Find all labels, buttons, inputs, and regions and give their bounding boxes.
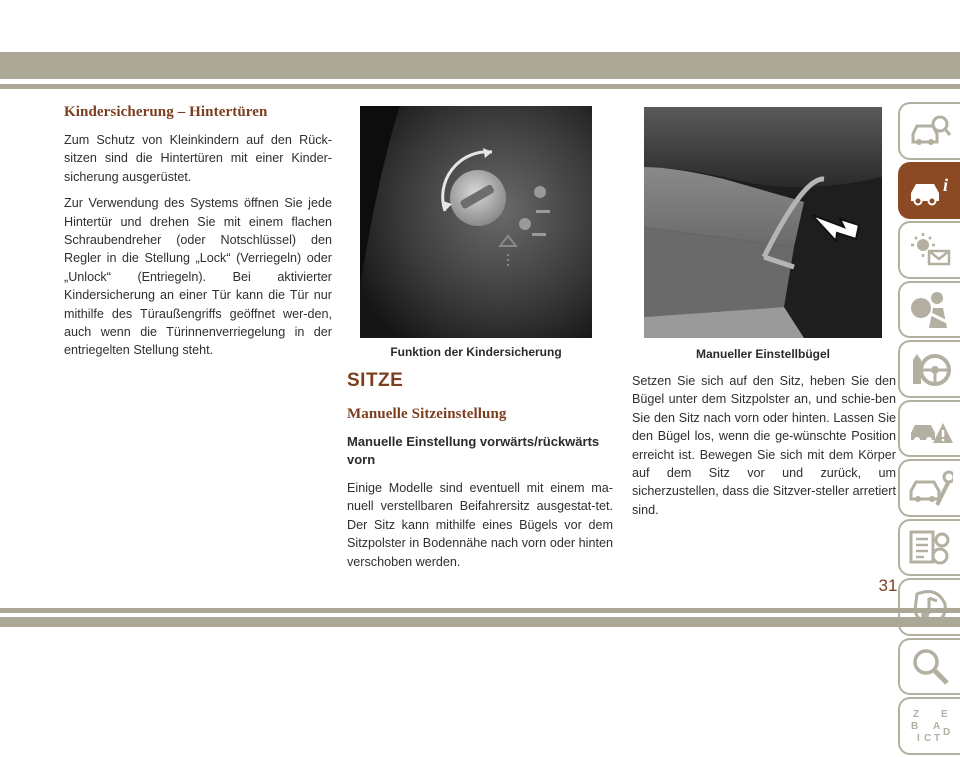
svg-text:A: A bbox=[933, 720, 941, 732]
chapter-tabs bbox=[898, 102, 960, 757]
heading-forward-rearward: Manuelle Einstellung vorwärts/rückwärts vorn bbox=[347, 434, 600, 467]
svg-text:C: C bbox=[924, 732, 932, 744]
tab-technical-specifications[interactable] bbox=[898, 519, 960, 577]
svg-text:I: I bbox=[917, 732, 920, 744]
svg-text:E: E bbox=[941, 708, 948, 720]
heading-manual-seat-adjustment: Manuelle Sitzeinstellung bbox=[347, 406, 507, 422]
alphabet-index-icon bbox=[907, 705, 953, 747]
figure2-caption: Manueller Einstellbügel bbox=[695, 347, 831, 361]
footer-rule bbox=[0, 608, 960, 613]
left-column bbox=[64, 104, 332, 368]
steering-wheel-icon bbox=[907, 348, 953, 390]
car-info-icon bbox=[907, 169, 953, 211]
tab-warning-lights[interactable] bbox=[898, 221, 960, 279]
car-wrench-icon bbox=[907, 467, 953, 509]
right-column bbox=[632, 372, 896, 527]
specifications-gear-icon bbox=[907, 526, 953, 568]
footer-bar bbox=[0, 617, 960, 627]
middle-column bbox=[347, 370, 613, 579]
heading-child-lock: Kindersicherung – Hintertüren bbox=[64, 104, 268, 120]
figure1-caption: Funktion der Kindersicherung bbox=[390, 345, 562, 359]
tab-safety[interactable] bbox=[898, 281, 960, 339]
child-lock-illustration bbox=[360, 106, 592, 338]
paragraph-seat-lever-usage: Setzen Sie sich auf den Sitz, heben Sie den Bügel unter dem Sitzpolster an, und schie-ben Sie den Sitz nach vorn oder hinten. Lassen Sie den Bügel los, wenn die ge-wünschte Position erreicht ist. Bewegen Sie sich mit dem Körper auf dem Sitz vor und zurück, um sicherzustellen, dass die Sitzver-steller arretiert sind. bbox=[632, 374, 896, 517]
header-bar bbox=[0, 52, 960, 79]
section-title-seats: SITZE bbox=[347, 370, 404, 391]
paragraph-manual-seat: Einige Modelle sind eventuell mit einem ma-nuell verstellbaren Beifahrersitz ausgestat-tet. Der Sitz kann mithilfe eines Bügels vor dem Sitzpolster in Bodennähe nach vorn oder hinten verschoben werden. bbox=[347, 481, 613, 569]
car-crash-warning-icon bbox=[907, 407, 953, 449]
page-number: 31 bbox=[878, 576, 898, 595]
svg-text:D: D bbox=[943, 726, 951, 738]
svg-text:i: i bbox=[943, 175, 949, 196]
seat-lever-photo bbox=[644, 107, 882, 338]
tab-customer-assistance[interactable] bbox=[898, 638, 960, 696]
child-lock-photo bbox=[360, 106, 592, 338]
car-search-icon bbox=[907, 110, 953, 152]
tab-emergency[interactable] bbox=[898, 400, 960, 458]
tab-starting-driving[interactable] bbox=[898, 340, 960, 398]
svg-text:B: B bbox=[911, 720, 919, 732]
airbag-passenger-icon bbox=[907, 288, 953, 330]
tab-servicing[interactable] bbox=[898, 459, 960, 517]
seat-lever-illustration bbox=[644, 107, 882, 338]
tab-car-search[interactable] bbox=[898, 102, 960, 160]
tab-car-info[interactable] bbox=[898, 162, 960, 220]
svg-text:T: T bbox=[934, 732, 941, 744]
warning-light-mail-icon bbox=[907, 229, 953, 271]
svg-text:Z: Z bbox=[913, 708, 920, 720]
paragraph-child-lock-intro: Zum Schutz von Kleinkindern auf den Rück-sitzen sind die Hintertüren mit einer Kinder-sicherung ausgerüstet. bbox=[64, 133, 332, 184]
magnifier-icon bbox=[907, 645, 953, 687]
tab-index[interactable] bbox=[898, 697, 960, 755]
header-rule bbox=[0, 84, 960, 89]
paragraph-child-lock-usage: Zur Verwendung des Systems öffnen Sie jede Hintertür und drehen Sie mit einem flachen Schraubendreher (oder Notschlüssel) den Regler in die Stellung „Lock“ (Verriegeln) oder „Unlock“ (Entriegeln). Bei aktivierter Kindersicherung an einer Tür kann die Tür nur mithilfe des Türaußengriffs geöffnet wer-den, auch wenn die Türinnenverriegelung in der entriegelten Stellung steht. bbox=[64, 196, 332, 358]
